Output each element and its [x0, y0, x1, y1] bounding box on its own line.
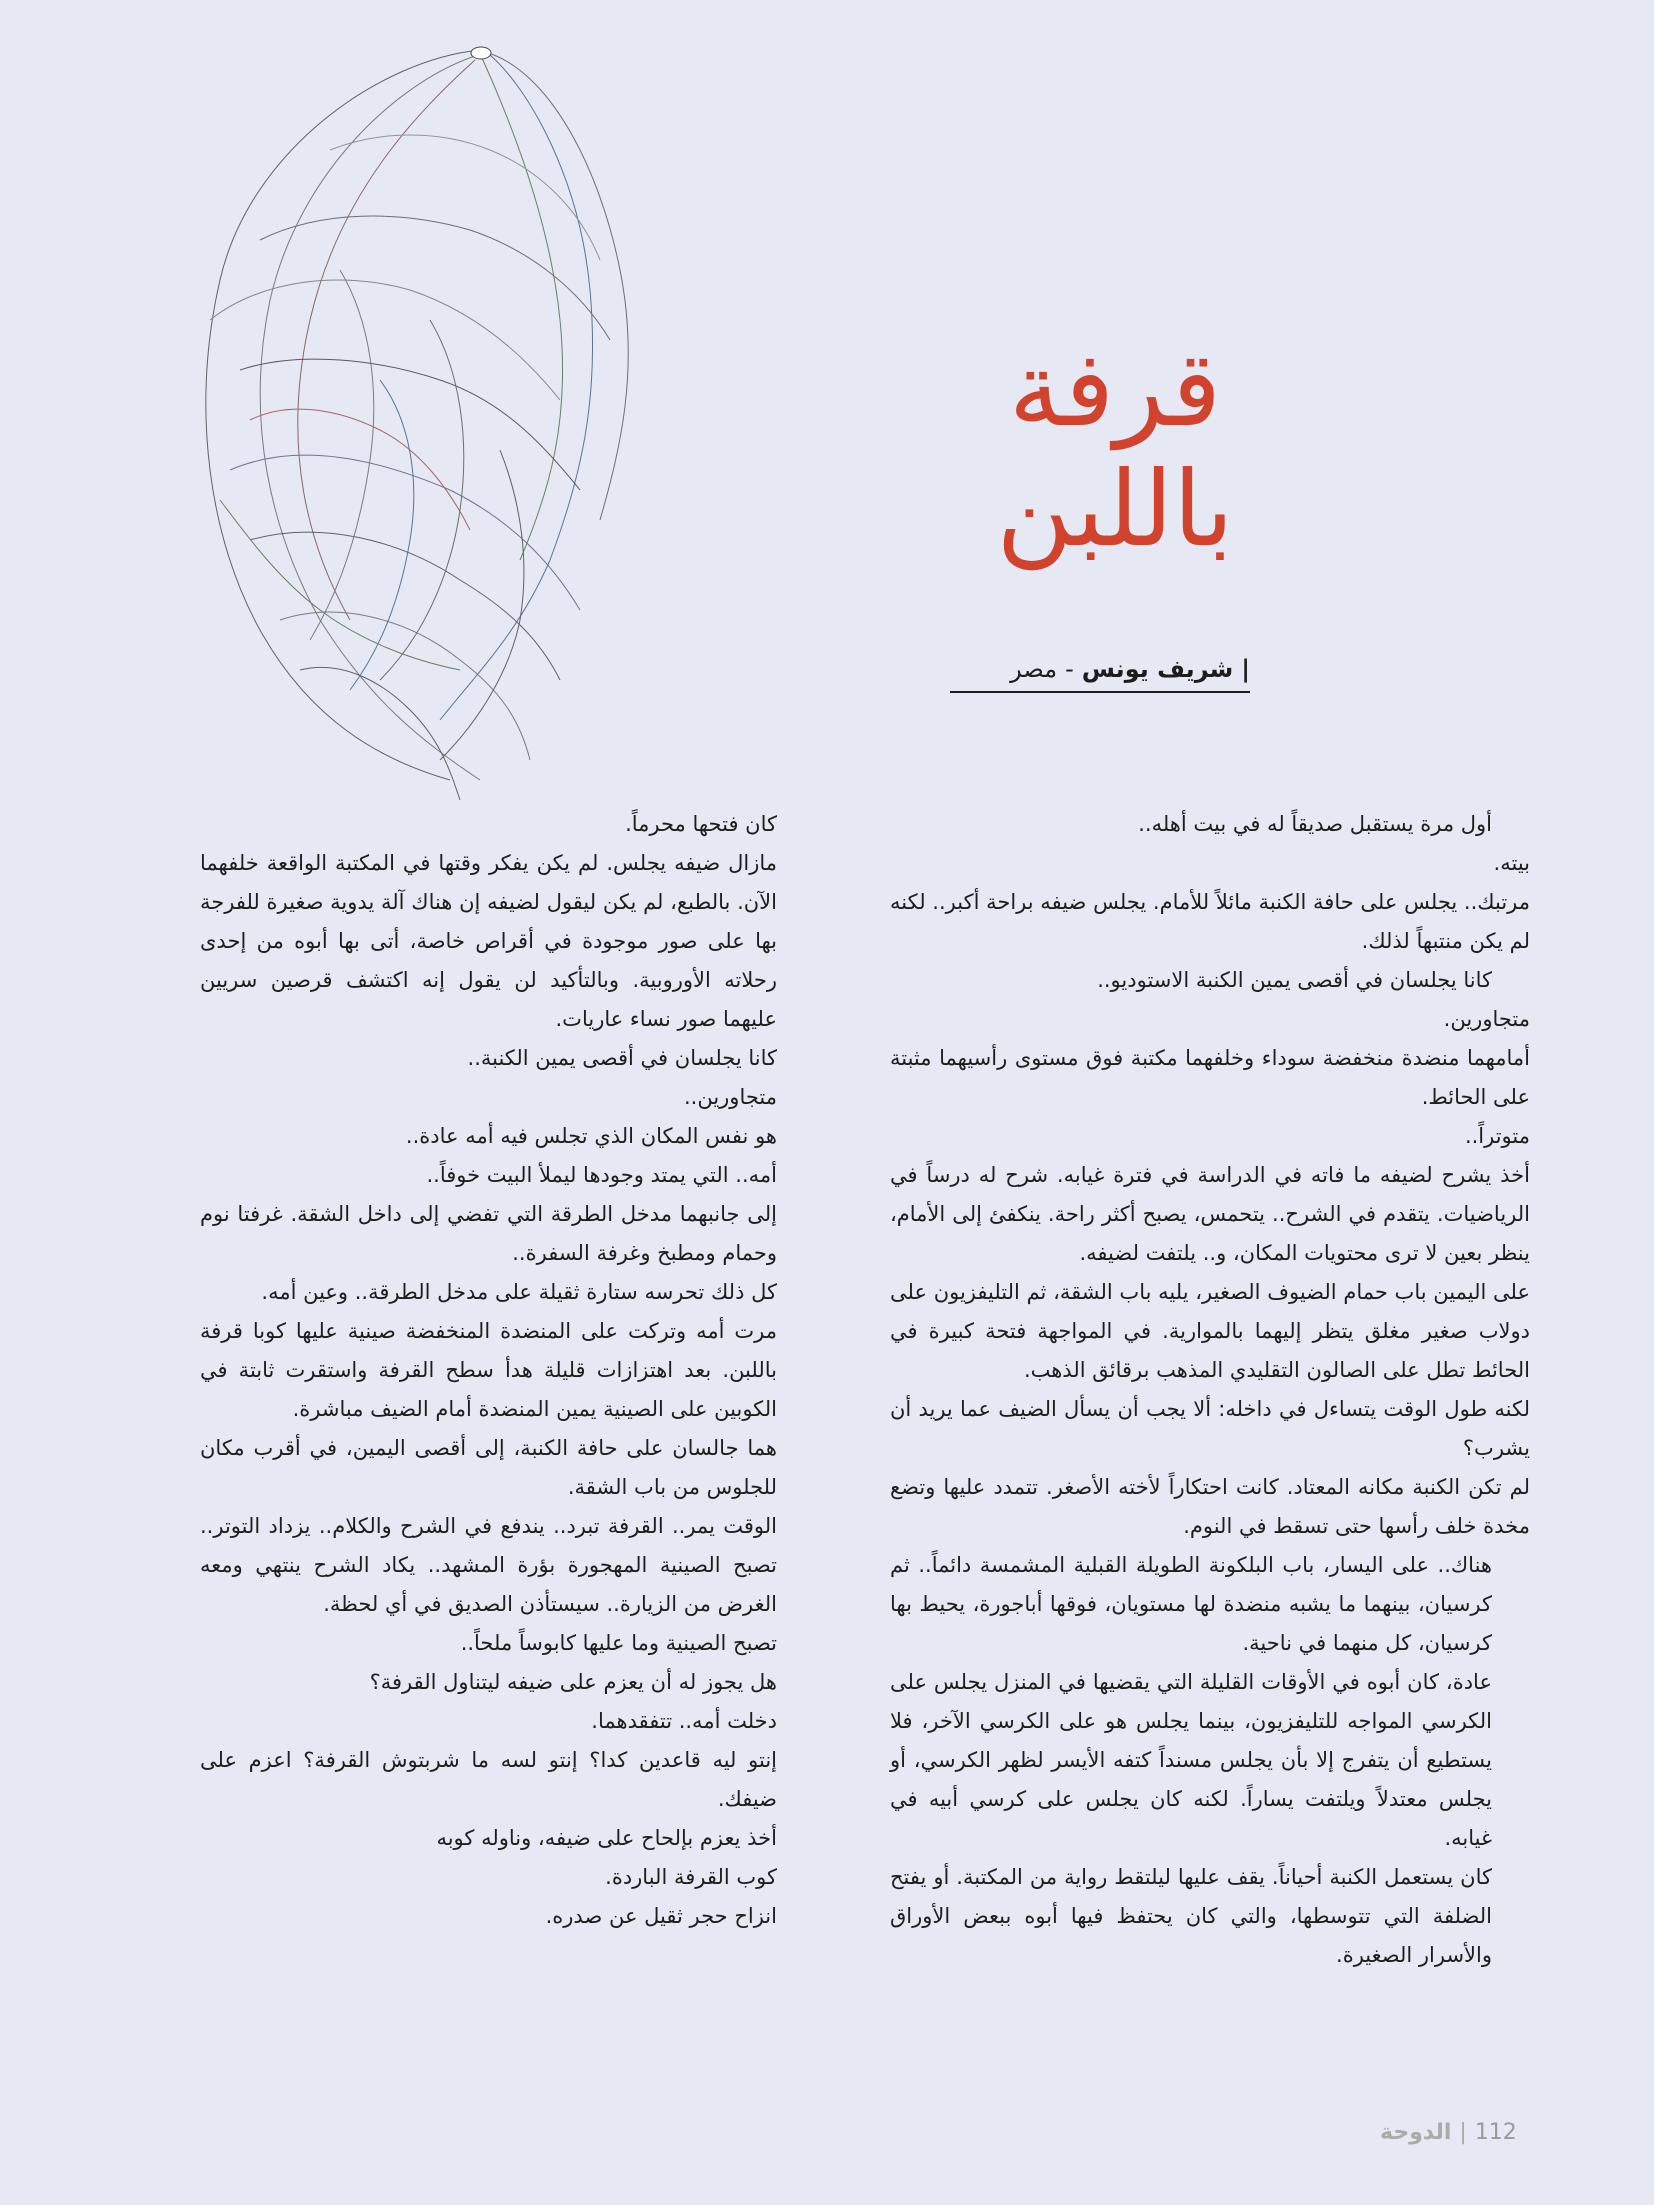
- paragraph: أخذ يشرح لضيفه ما فاته في الدراسة في فترة غيابه. شرح له درساً في الرياضيات. يتقدم في الشرح.. يتحمس، يصبح أكثر راحة. ينكفئ إلى الأمام، ينظر بعين لا ترى محتويات المكان، و.. يلتفت لضيفه.: [890, 1163, 1530, 1265]
- paragraph: كانا يجلسان في أقصى يمين الكنبة الاستوديو..: [1097, 968, 1492, 992]
- paragraph: أول مرة يستقبل صديقاً له في بيت أهله..: [1138, 812, 1492, 836]
- paragraph: متجاورين..: [683, 1085, 777, 1109]
- paragraph: انزاح حجر ثقيل عن صدره.: [545, 1904, 777, 1928]
- paragraph: متوتراً..: [1464, 1124, 1530, 1148]
- page-number: 112: [1474, 2120, 1517, 2145]
- paragraph: إلى جانبهما مدخل الطرقة التي تفضي إلى داخل الشقة. غرفتا نوم وحمام ومطبخ وغرفة السفرة..: [200, 1202, 777, 1265]
- article-title: قرفة باللبن: [996, 328, 1234, 570]
- paragraph: عادة، كان أبوه في الأوقات القليلة التي يقضيها في المنزل يجلس على الكرسي المواجه للتليفزيون، بينما يجلس هو على الكرسي الآخر، فلا يستطيع أن يتفرج إلا بأن يجلس مسنداً كتفه الأيسر لظهر الكرسي، أو يجلس معتدلاً ويلتفت يساراً. لكنه كان يجلس على كرسي أبيه في غيابه.: [890, 1670, 1492, 1850]
- byline: [950, 655, 1250, 693]
- right-column: [890, 805, 1530, 1975]
- footer-divider: |: [1459, 2120, 1467, 2145]
- paragraph: إنتو ليه قاعدين كدا؟ إنتو لسه ما شربتوش القرفة؟ اعزم على ضيفك.: [200, 1748, 777, 1811]
- paragraph: هناك.. على اليسار، باب البلكونة الطويلة القبلية المشمسة دائماً.. ثم كرسيان، بينهما ما يشبه منضدة لها مستويان، فوقها أباجورة، يحيط بها كرسيان، كل منهما في ناحية.: [890, 1553, 1492, 1655]
- paragraph: مازال ضيفه يجلس. لم يكن يفكر وقتها في المكتبة الواقعة خلفهما الآن. بالطبع، لم يكن ليقول لضيفه إن هناك آلة يدوية صغيرة للفرجة بها على صور موجودة في أقراص خاصة، أتى بها أبوه من إحدى رحلاته الأوروبية. وبالتأكيد لن يقول إنه اكتشف قرصين سريين عليهما صور نساء عاريات.: [200, 851, 777, 1031]
- paragraph: دخلت أمه.. تتفقدهما.: [591, 1709, 777, 1733]
- paragraph: أمامهما منضدة منخفضة سوداء وخلفهما مكتبة فوق مستوى رأسيهما مثبتة على الحائط.: [890, 1046, 1530, 1109]
- magazine-logo: الدوحة: [1380, 2120, 1452, 2145]
- paragraph: الوقت يمر.. القرفة تبرد.. يندفع في الشرح والكلام.. يزداد التوتر.. تصبح الصينية المهجورة بؤرة المشهد.. يكاد الشرح ينتهي ومعه الغرض من الزيارة.. سيستأذن الصديق في أي لحظة.: [200, 1514, 777, 1616]
- paragraph: أخذ يعزم بإلحاح على ضيفه، وناوله كوبه: [436, 1826, 777, 1850]
- paragraph: كان فتحها محرماً.: [625, 812, 777, 836]
- left-column: [200, 805, 815, 1936]
- paragraph: لكنه طول الوقت يتساءل في داخله: ألا يجب أن يسأل الضيف عما يريد أن يشرب؟: [890, 1397, 1530, 1460]
- paragraph: كوب القرفة الباردة.: [605, 1865, 777, 1889]
- paragraph: هو نفس المكان الذي تجلس فيه أمه عادة..: [405, 1124, 777, 1148]
- paragraph: كل ذلك تحرسه ستارة ثقيلة على مدخل الطرقة.. وعين أمه.: [261, 1280, 777, 1304]
- byline-separator: -: [1065, 655, 1074, 683]
- author-country: مصر: [1010, 655, 1058, 683]
- paragraph: متجاورين.: [1443, 1007, 1530, 1031]
- paragraph: تصبح الصينية وما عليها كابوساً ملحاً..: [460, 1631, 777, 1655]
- paragraph: كانا يجلسان في أقصى يمين الكنبة..: [467, 1046, 777, 1070]
- paragraph: هما جالسان على حافة الكنبة، إلى أقصى اليمين، في أقرب مكان للجلوس من باب الشقة.: [200, 1436, 777, 1499]
- paragraph: هل يجوز له أن يعزم على ضيفه ليتناول القرفة؟: [369, 1670, 777, 1694]
- paragraph: أمه.. التي يمتد وجودها ليملأ البيت خوفاً..: [426, 1163, 777, 1187]
- paragraph: مرت أمه وتركت على المنضدة المنخفضة صينية عليها كوبا قرفة باللبن. بعد اهتزازات قليلة هدأ سطح القرفة واستقرت ثابتة في الكوبين على الصينية يمين المنضدة أمام الضيف مباشرة.: [200, 1319, 777, 1421]
- paragraph: لم تكن الكنبة مكانه المعتاد. كانت احتكاراً لأخته الأصغر. تتمدد عليها وتضع مخدة خلف رأسها حتى تسقط في النوم.: [890, 1475, 1530, 1538]
- paragraph: مرتبك.. يجلس على حافة الكنبة مائلاً للأمام. يجلس ضيفه براحة أكبر.. لكنه لم يكن منتبهاً لذلك.: [890, 890, 1530, 953]
- page-footer: [1380, 2120, 1530, 2145]
- sketch-illustration: [80, 20, 720, 810]
- byline-bar: |: [1241, 655, 1250, 683]
- author-name: شريف يونس: [1081, 655, 1234, 683]
- paragraph: كان يستعمل الكنبة أحياناً. يقف عليها ليلتقط رواية من المكتبة. أو يفتح الضلفة التي تتوسطها، والتي كان يحتفظ فيها أبوه ببعض الأوراق والأسرار الصغيرة.: [890, 1865, 1492, 1967]
- paragraph: بيته.: [1493, 851, 1530, 875]
- paragraph: على اليمين باب حمام الضيوف الصغير، يليه باب الشقة، ثم التليفزيون على دولاب صغير مغلق يتظر إليهما بالموارية. في المواجهة فتحة كبيرة في الحائط تطل على الصالون التقليدي المذهب برقائق الذهب.: [890, 1280, 1530, 1382]
